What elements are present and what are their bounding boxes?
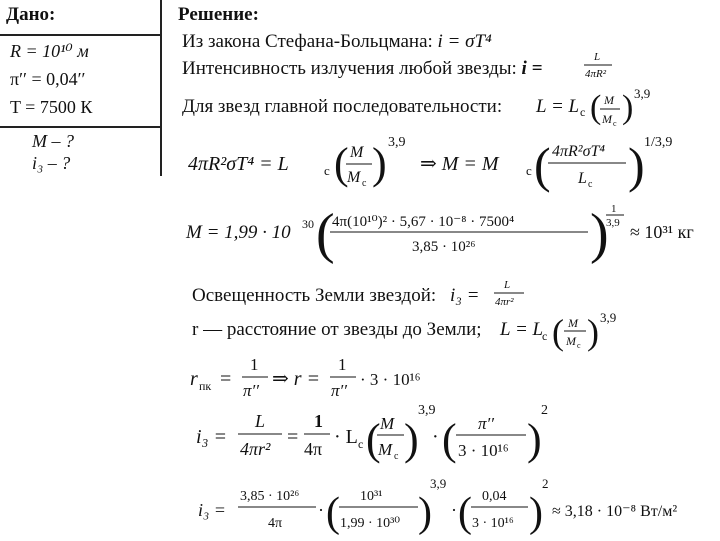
eq3-lc-sub: c (358, 437, 364, 451)
main-seq-frac-m: M (604, 93, 614, 107)
main-seq-frac-mc: M (602, 112, 612, 126)
main-seq-frac-mc-sub: c (613, 119, 617, 128)
r-def-exp: 3,9 (600, 310, 617, 325)
r-def-frac-mc-sub: c (577, 341, 581, 350)
eq3-eq: = (287, 426, 299, 448)
intensity-num: L (594, 51, 601, 63)
given-radius: R = 10¹⁰ м (10, 41, 89, 61)
eq3-frac-mc-sub: c (394, 451, 399, 462)
find-mass: M – ? (32, 131, 74, 151)
eq1-paren-left: ( (334, 139, 349, 188)
eq3-sq: 2 (541, 403, 548, 418)
eq4-dot-a: · (318, 500, 324, 520)
eq3-paren2-right: ) (527, 415, 542, 464)
rpc-mid: ⇒ r = (272, 368, 321, 390)
eq1-paren-right: ) (372, 139, 387, 188)
stefan-boltzmann-formula: i = σT⁴ (437, 31, 492, 52)
eq4-num2: 10³¹ (360, 489, 383, 504)
eq2-num: 4π(10¹⁰)² · 5,67 · 10⁻⁸ · 7500⁴ (332, 214, 515, 230)
eq1-left-sub: c (324, 163, 330, 178)
find-illumination: i₃ – ? (32, 153, 71, 173)
eq4-den3: 3 · 10¹⁶ (472, 516, 514, 531)
main-seq-text: Для звезд главной последовательности: (182, 96, 503, 117)
eq2-den: 3,85 · 10²⁶ (412, 239, 476, 255)
eq3-frac-m: M (380, 414, 395, 433)
eq2-exp-num: 1 (611, 203, 617, 215)
eq3-lhs: i₃ = (196, 426, 228, 448)
eq3-dot: · (432, 426, 439, 448)
r-def-text: r — расстояние от звезды до Земли; (192, 319, 482, 340)
r-def-paren-left: ( (552, 312, 564, 352)
stefan-boltzmann-text: Из закона Стефана-Больцмана: (182, 31, 433, 52)
r-def-sub: c (542, 329, 548, 343)
eq4-den2: 1,99 · 10³⁰ (340, 516, 400, 531)
intensity-lhs: i = (521, 58, 543, 79)
eq3-frac-mc: M (378, 440, 393, 459)
r-def-paren-right: ) (587, 312, 599, 352)
r-def-frac-mc: M (566, 334, 576, 348)
illum-num: L (504, 279, 511, 291)
eq2-paren-right: ) (590, 203, 609, 265)
intensity-text: Интенсивность излучения любой звезды: (182, 58, 517, 79)
solution-heading: Решение: (178, 4, 259, 25)
rpc-tail: · 3 · 10¹⁶ (360, 370, 421, 389)
main-seq-exp: 3,9 (634, 86, 651, 101)
eq4-paren2-left: ( (458, 490, 472, 536)
eq1-arrow-sub: c (526, 163, 532, 178)
eq3-paren2-left: ( (442, 415, 457, 464)
eq1-left: 4πR²σT⁴ = L (188, 153, 289, 175)
eq2-paren-left: ( (316, 203, 335, 265)
eq1-frac-mc-sub: c (362, 178, 367, 189)
main-seq-sub: c (580, 105, 586, 119)
eq1-den: L (578, 170, 587, 187)
given-parallax: π′′ = 0,04′′ (10, 69, 86, 89)
rpc-eq: = (220, 368, 232, 390)
rpc-one-a: 1 (250, 355, 259, 374)
eq3-four-pi: 4π (304, 439, 323, 459)
eq4-paren-left: ( (326, 490, 340, 536)
eq2-exp-den: 3,9 (606, 217, 620, 229)
illum-den: 4πr² (495, 296, 514, 308)
rpc-pi-b: π′′ (331, 381, 347, 400)
eq4-dot-b: · (451, 500, 457, 520)
eq3-lc: · L (334, 426, 358, 448)
eq3-pi: π′′ (478, 414, 494, 433)
main-seq-lhs: L = L (536, 96, 580, 117)
eq1-den-sub: c (588, 179, 593, 190)
eq1-root: 1/3,9 (644, 135, 673, 150)
rpc-sub: пк (199, 379, 212, 393)
r-def-formula: L = L (500, 319, 544, 340)
eq3-den2: 3 · 10¹⁶ (458, 441, 509, 460)
r-def-frac-m: M (568, 316, 578, 330)
main-seq-paren-left: ( (590, 89, 602, 126)
intensity-den: 4πR² (585, 68, 607, 80)
eq4-paren-right: ) (418, 490, 432, 536)
eq4-num1: 3,85 · 10²⁶ (240, 489, 300, 504)
eq3-exp: 3,9 (418, 403, 436, 418)
eq1-paren2-left: ( (534, 137, 551, 193)
eq3-one: 1 (314, 411, 323, 431)
eq3-paren-right: ) (404, 415, 419, 464)
eq1-exp: 3,9 (388, 135, 406, 150)
eq4-den1: 4π (268, 516, 283, 531)
illum-lhs: i₃ = (450, 285, 480, 306)
illum-text: Освещенность Земли звездой: (192, 285, 437, 306)
rpc-pi-a: π′′ (243, 381, 259, 400)
eq1-arrow: ⇒ M = M (420, 153, 499, 175)
eq4-lhs: i₃ = (198, 500, 226, 520)
eq3-den: 4πr² (240, 439, 271, 459)
eq4-sq: 2 (542, 476, 549, 491)
rpc-lhs: r (190, 368, 198, 390)
eq1-paren2-right: ) (628, 137, 645, 193)
eq4-result: ≈ 3,18 · 10⁻⁸ Вт/м² (552, 503, 678, 520)
eq3-paren-left: ( (366, 415, 381, 464)
eq1-frac-mc: M (347, 169, 361, 186)
eq4-paren2-right: ) (529, 490, 543, 536)
given-heading: Дано: (6, 4, 56, 25)
rpc-one-b: 1 (338, 355, 347, 374)
eq2-lhs-exp: 30 (302, 217, 314, 231)
eq4-exp: 3,9 (430, 476, 447, 491)
eq4-num3: 0,04 (482, 489, 507, 504)
eq1-frac-m: M (350, 144, 364, 161)
eq2-lhs: M = 1,99 · 10 (186, 222, 291, 243)
eq2-result: ≈ 10³¹ кг (630, 222, 694, 242)
eq3-num: L (255, 411, 266, 431)
given-temperature: T = 7500 К (10, 97, 93, 117)
eq1-num: 4πR²σT⁴ (552, 143, 605, 160)
main-seq-paren-right: ) (622, 89, 634, 126)
